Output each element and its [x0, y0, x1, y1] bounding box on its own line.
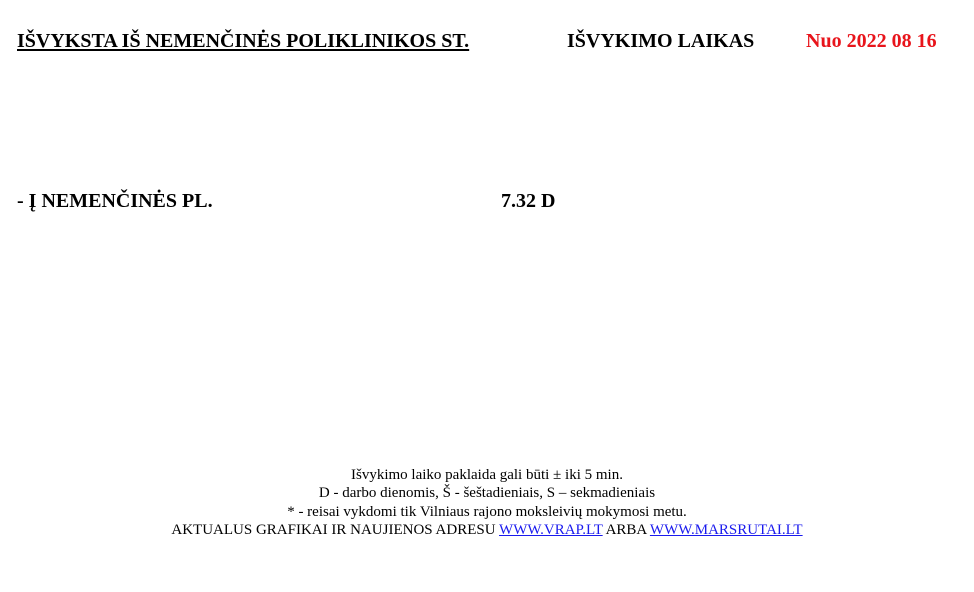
- footer-links-line: [0, 521, 974, 539]
- route-destination: - Į NEMENČINĖS PL.: [17, 190, 213, 212]
- footer-legend-asterisk: * - reisai vykdomi tik Vilniaus rajono moksleivių mokymosi metu.: [287, 503, 687, 520]
- footer-links-middle: ARBA: [602, 521, 650, 538]
- footer-notes: [0, 466, 974, 539]
- departure-time-title: IŠVYKIMO LAIKAS: [567, 30, 755, 52]
- marsrutai-link[interactable]: WWW.MARSRUTAI.LT: [649, 521, 803, 538]
- footer-legend-days: D - darbo dienomis, Š - šeštadieniais, S – sekmadieniais: [318, 485, 656, 502]
- footer-links-prefix: AKTUALUS GRAFIKAI IR NAUJIENOS ADRESU: [171, 521, 500, 538]
- stop-title: IŠVYKSTA IŠ NEMENČINĖS POLIKLINIKOS ST.: [17, 30, 470, 52]
- route-departure-times: 7.32 D: [501, 190, 556, 212]
- footer-tolerance-note: Išvykimo laiko paklaida gali būti ± iki 5 min.: [351, 467, 623, 483]
- vrap-link[interactable]: WWW.VRAP.LT: [499, 521, 603, 538]
- valid-from-date: Nuo 2022 08 16: [806, 30, 937, 52]
